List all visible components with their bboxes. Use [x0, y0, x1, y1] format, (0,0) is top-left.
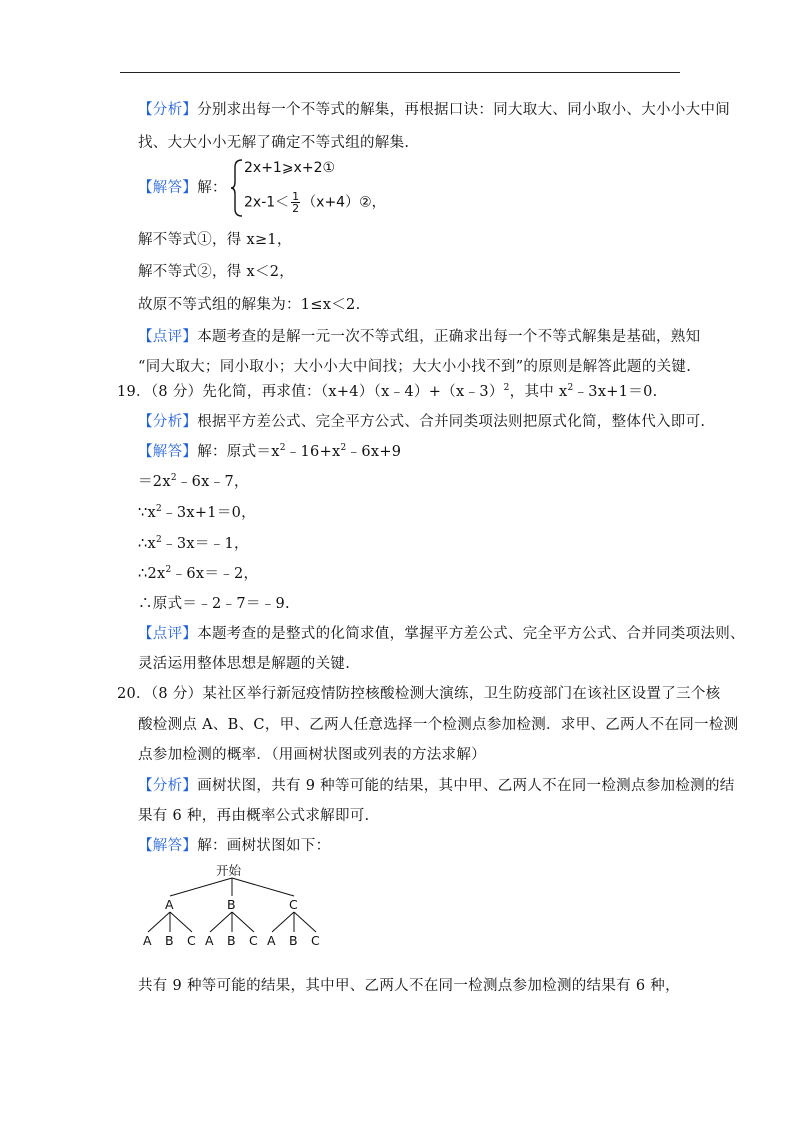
superscript: 2 [170, 473, 177, 483]
answer-tag: 【解答】 [138, 180, 198, 196]
analysis-1-line-1 [138, 100, 730, 120]
superscript: 2 [156, 535, 163, 545]
tree-leaf: B [227, 933, 236, 948]
question-19-text-a: 19．（8 分）先化简，再求值：（x+4）（x﹣4）+（x﹣3） [117, 384, 504, 400]
superscript: 2 [165, 565, 172, 575]
answer-2-l1b: ﹣16+x [285, 444, 341, 460]
question-20-line-2: 酸检测点 A、B、C，甲、乙两人任意选择一个检测点参加检测．求甲、乙两人不在同一检测 [138, 717, 739, 733]
inequality-2-tail: ， [371, 194, 386, 211]
fraction-denominator: 2 [292, 202, 300, 215]
header-rule [120, 72, 680, 73]
comment-1-line-2: “同大取大；同小取小；大小小大中间找；大大小小找不到”的原则是解答此题的关键. [138, 359, 692, 375]
comment-2-line-2: 灵活运用整体思想是解题的关键. [138, 656, 351, 672]
tree-root: 开始 [216, 863, 242, 878]
tree-leaf: C [187, 933, 196, 948]
tree-leaf: C [311, 933, 320, 948]
tree-leaf: C [249, 933, 258, 948]
answer-2-l4a: ∴x [138, 536, 157, 552]
answer-2-l3b: ﹣3x+1＝0， [162, 505, 256, 521]
analysis-tag: 【分析】 [138, 414, 198, 430]
answer-3-line-1 [138, 836, 330, 856]
answer-2-l2a: ＝2x [138, 474, 171, 490]
question-19-text-b: ，其中 x [509, 384, 568, 400]
tree-diagram [138, 860, 338, 955]
tree-node: A [165, 897, 174, 912]
answer-2-line-5 [138, 564, 258, 584]
analysis-3-line-2: 果有 6 种，再由概率公式求解即可. [138, 808, 370, 824]
question-20-line-3: 点参加检测的概率．（用画树状图或列表的方法求解） [138, 747, 486, 763]
tree-leaf: A [205, 933, 214, 948]
inequality-2-left: 2x-1＜ [244, 194, 290, 211]
analysis-tag: 【分析】 [138, 778, 198, 794]
answer-2-l3a: ∵x [138, 505, 157, 521]
inequality-1: 2x+1⩾x+2① [244, 160, 336, 176]
answer-2-line-3 [138, 503, 256, 523]
tree-leaf: A [143, 933, 152, 948]
conclusion-line: 共有 9 种等可能的结果，其中甲、乙两人不在同一检测点参加检测的结果有 6 种， [138, 978, 680, 994]
inequality-2-right: （x+4）② [302, 194, 372, 211]
comment-tag: 【点评】 [138, 626, 198, 642]
question-20-line-1: 20．（8 分）某社区举行新冠疫情防控核酸检测大演练，卫生防疫部门在该社区设置了三个核 [117, 686, 721, 702]
question-19 [117, 382, 658, 402]
superscript: 2 [340, 443, 347, 453]
analysis-3-text-1: 画树状图，共有 9 种等可能的结果，其中甲、乙两人不在同一检测点参加检测的结 [197, 778, 735, 794]
comment-2-line-1 [138, 624, 745, 644]
analysis-3-line-1 [138, 776, 735, 796]
answer-2-line-4 [138, 534, 249, 554]
answer-tag: 【解答】 [138, 838, 198, 854]
comment-1-text-1: 本题考查的是解一元一次不等式组，正确求出每一个不等式解集是基础，熟知 [197, 329, 701, 345]
answer-1-text: 解： [197, 180, 227, 196]
answer-1-step-3: 故原不等式组的解集为：1≤x＜2. [138, 297, 361, 313]
answer-tag: 【解答】 [138, 444, 198, 460]
superscript: 2 [567, 383, 574, 393]
analysis-2-line-1 [138, 412, 705, 432]
tree-leaf: B [165, 933, 174, 948]
analysis-1-text-1: 分别求出每一个不等式的解集，再根据口诀：同大取大、同小取小、大小小大中间 [197, 102, 730, 118]
fraction-numerator: 1 [292, 190, 300, 203]
tree-node: C [289, 897, 298, 912]
answer-2-line-1 [138, 442, 401, 462]
tree-leaf: A [267, 933, 276, 948]
analysis-tag: 【分析】 [138, 102, 198, 118]
answer-3-text: 解：画树状图如下： [197, 838, 331, 854]
comment-tag: 【点评】 [138, 329, 198, 345]
analysis-2-text: 根据平方差公式、完全平方公式、合并同类项法则把原式化简，整体代入即可. [197, 414, 706, 430]
comment-1-line-1 [138, 327, 700, 347]
answer-2-l5b: ﹣6x＝﹣2， [171, 566, 259, 582]
tree-node: B [227, 897, 236, 912]
inequality-2 [244, 191, 386, 214]
answer-2-line-6: ∴原式＝﹣2﹣7＝﹣9. [138, 596, 290, 612]
tree-leaf: B [289, 933, 298, 948]
answer-2-l2b: ﹣6x﹣7， [176, 474, 249, 490]
answer-1-step-2: 解不等式②，得 x＜2， [138, 264, 295, 280]
superscript: 2 [279, 443, 286, 453]
answer-1-step-1: 解不等式①，得 x≥1， [138, 232, 292, 248]
analysis-1-line-2: 找、大大小小无解了确定不等式组的解集. [138, 135, 410, 151]
answer-2-l4b: ﹣3x＝﹣1， [162, 536, 249, 552]
superscript: 2 [503, 383, 510, 393]
question-19-text-c: ﹣3x+1＝0. [573, 384, 658, 400]
fraction [291, 191, 300, 214]
inequality-system [230, 158, 400, 218]
answer-1-intro [138, 178, 227, 198]
answer-2-l5a: ∴2x [138, 566, 166, 582]
superscript: 2 [156, 504, 163, 514]
answer-2-l1c: ﹣6x+9 [346, 444, 402, 460]
answer-2-l1a: 解：原式＝x [197, 444, 280, 460]
answer-2-line-2 [138, 472, 249, 492]
comment-2-text-1: 本题考查的是整式的化简求值，掌握平方差公式、完全平方公式、合并同类项法则、 [197, 626, 745, 642]
